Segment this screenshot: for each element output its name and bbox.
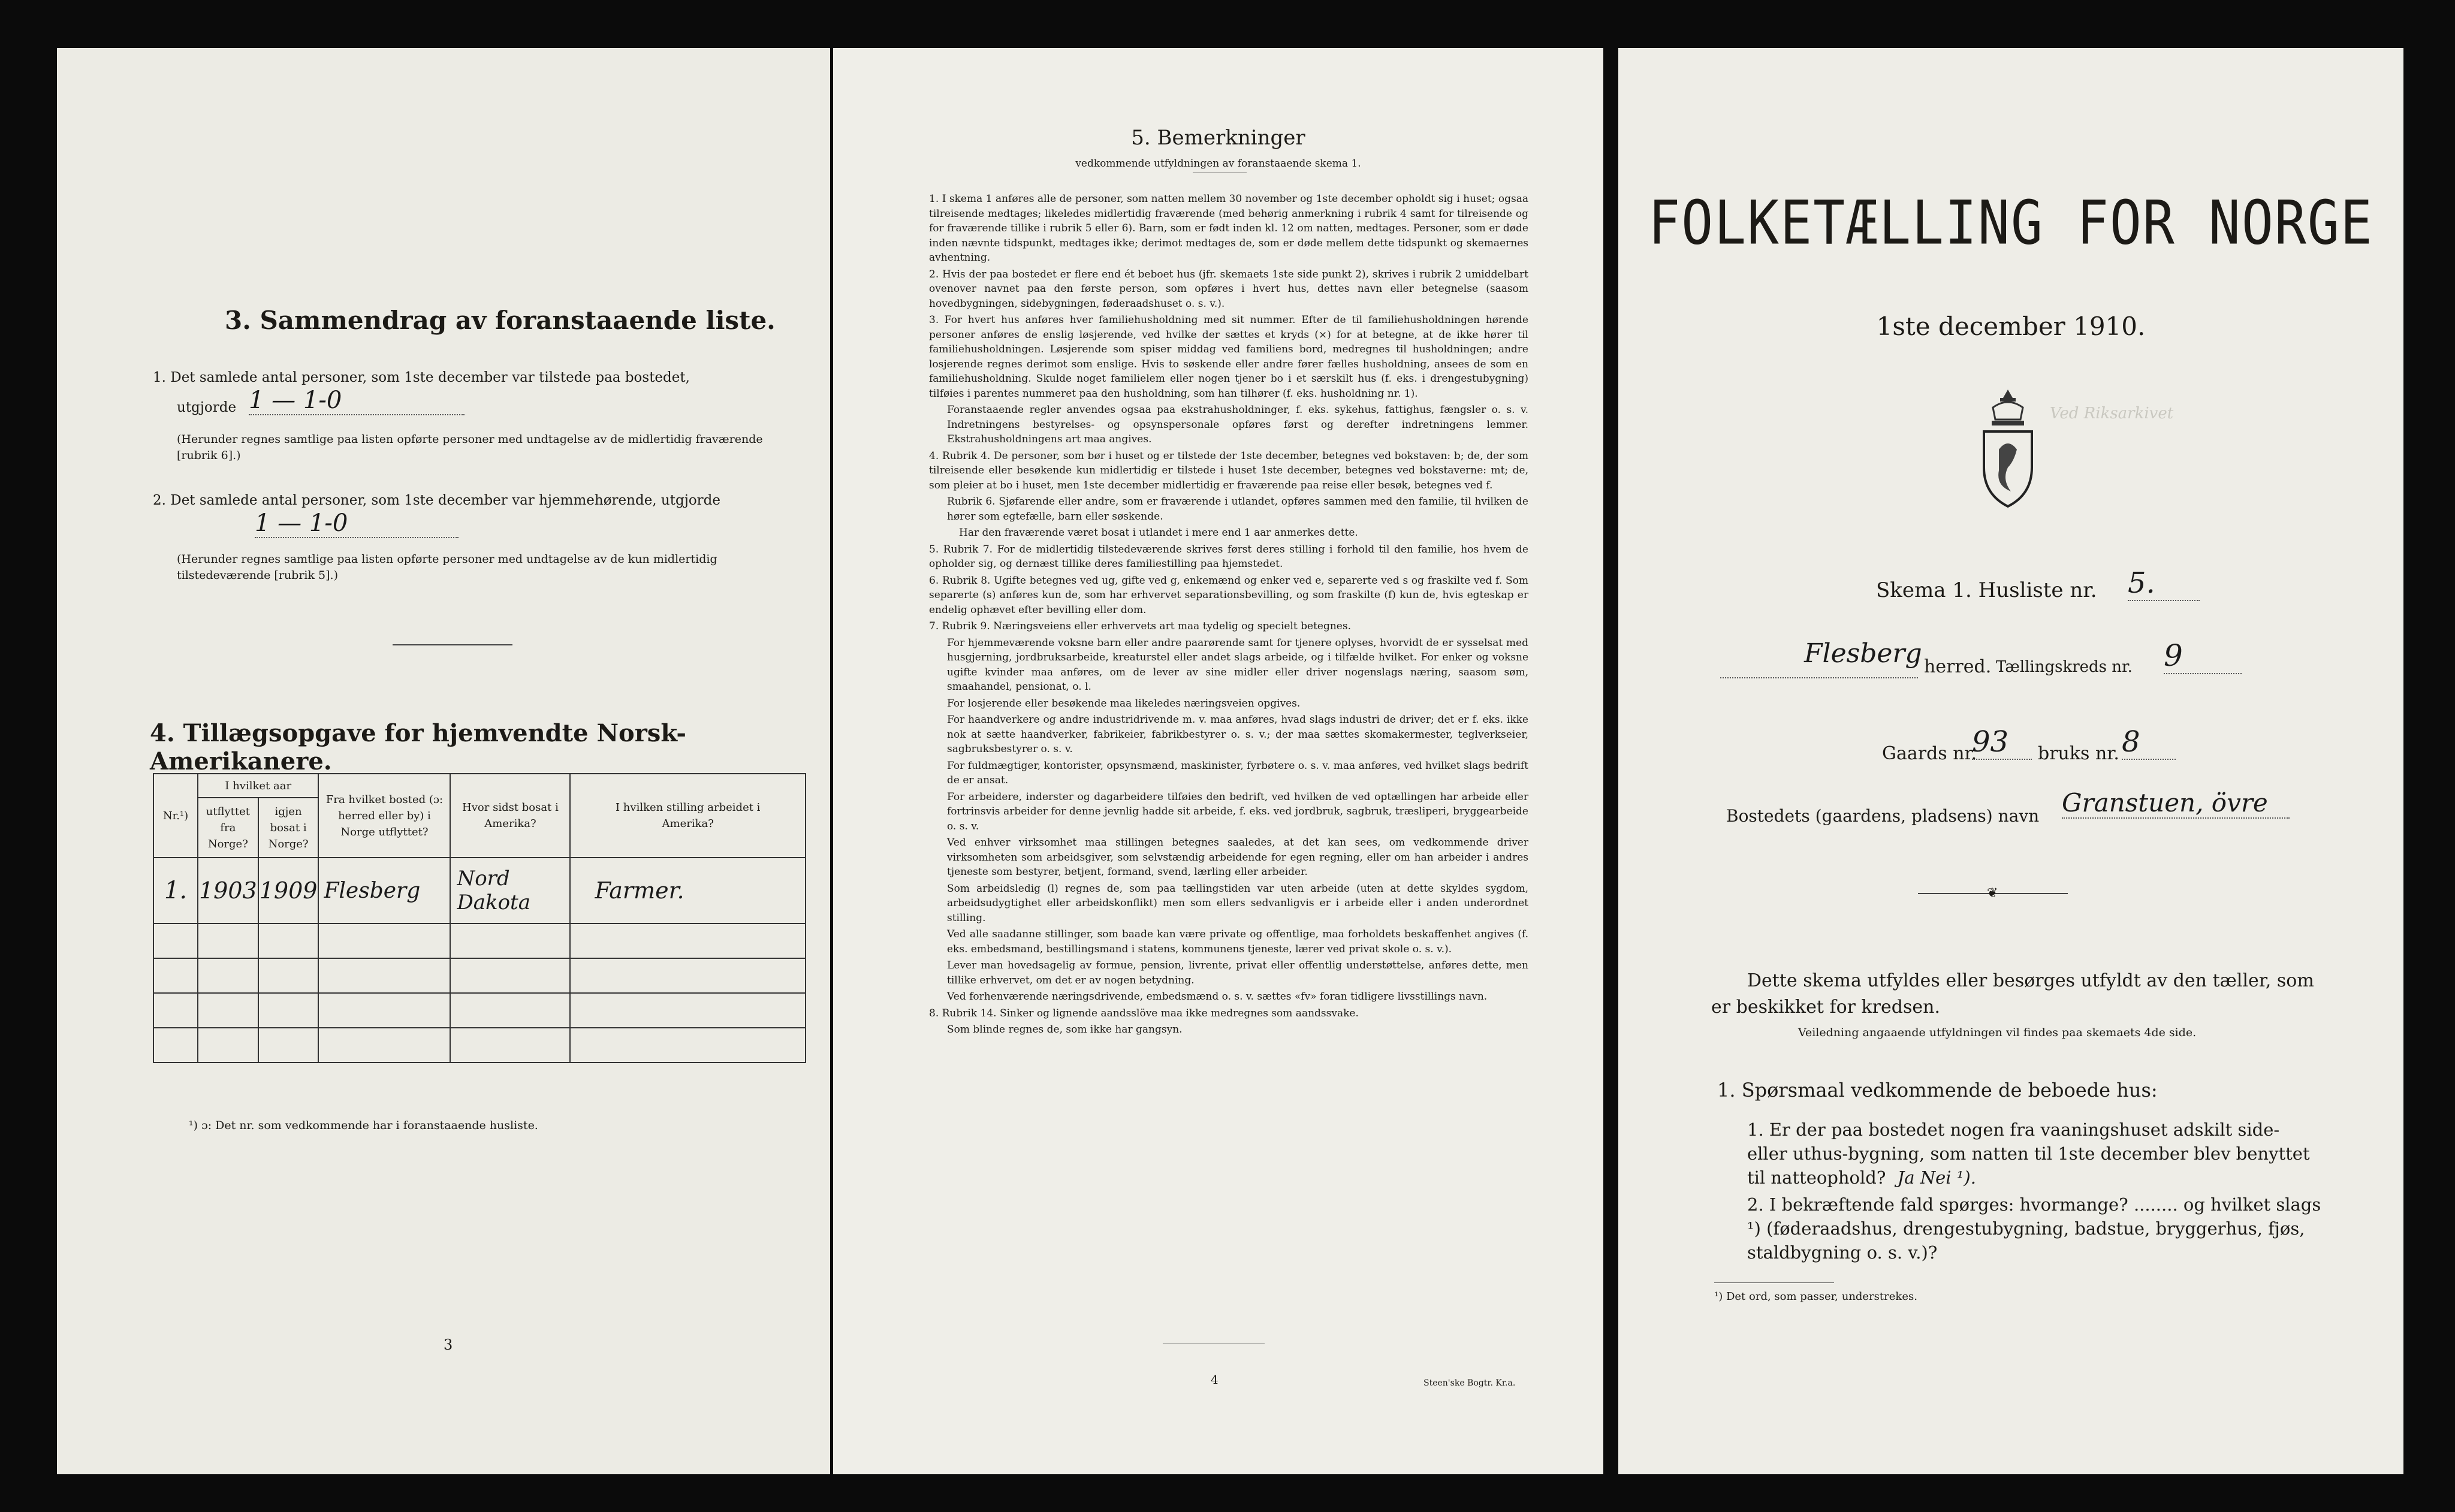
col-nr: Nr.¹): [153, 774, 198, 858]
watermark: Ved Riksarkivet: [2050, 405, 2174, 422]
item2-note: (Herunder regnes samtlige paa listen opførte personer med undtagelse av de kun midlertidig tilstedeværende [rubrik 5].): [177, 553, 717, 582]
gaards-value: 93: [1972, 725, 2032, 760]
col-fra: Fra hvilket bosted (ɔ: herred eller by) i Norge utflyttet?: [318, 774, 450, 858]
ornament-icon: ❦: [1987, 886, 1998, 901]
question-1-answer: Ja Nei ¹).: [1897, 1167, 1976, 1188]
remark-paragraph: Som blinde regnes de, som ikke har gangsyn.: [947, 1024, 1183, 1036]
remark-paragraph: Som arbeidsledig (l) regnes de, som paa tællingstiden var uten arbeide (uten at dette skyldes sygdom, arbeidsudygtighet eller arbeidskonflikt) men som ellers sedvanligvis er i arbeide eller i anden underordnet stilling.: [947, 882, 1528, 924]
remark-paragraph: Lever man hovedsagelig av formue, pension, livrente, privat eller offentlig understøttelse, anføres dette, men tillike erhvervet, om det er av nogen betydning.: [947, 959, 1528, 986]
item1-note: (Herunder regnes samtlige paa listen opførte personer med undtagelse av de midlertidig fraværende [rubrik 6].): [177, 433, 763, 462]
bruks-label: bruks nr.: [2038, 743, 2119, 764]
main-title: FOLKETÆLLING FOR NORGE: [1648, 187, 2373, 258]
table-row: [153, 1028, 806, 1063]
col-igjen: igjen bosat i Norge?: [258, 798, 319, 858]
remark-paragraph: For hjemmeværende voksne barn eller andre paarørende samt for tjenere oplyses, hvorvidt de er sysselsat med husgjerning, jordbruksarbeide, kreaturstel eller andet slags arbeide, og i tilfælde hvilket. For enker og voksne ugifte kvinder maa anføres, om de lever av sine midler eller driver nogenslags næring, saasom søm, smaahandel, pensionat, o. l.: [947, 636, 1528, 693]
remark-paragraph: 1. I skema 1 anføres alle de personer, som natten mellem 30 november og 1ste december opholdt sig i huset; ogsaa tilreisende medtages; likeledes midlertidig fraværende (med behørig anmerkning i rubrik 4 samt for tilreisende og for fraværende tillike i rubrik 5 eller 6). Barn, som er født inden kl. 12 om natten, medtages. Personer, som er døde inden nævnte tidspunkt, medtages ikke; derimot medtages de, som er døde mellem dette tidspunkt og skemaernes avhentning.: [929, 193, 1528, 264]
remark-paragraph: For fuldmægtiger, kontorister, opsynsmænd, maskinister, fyrbøtere o. s. v. maa anføres, ved hvilket slags bedrift de er ansat.: [947, 759, 1528, 786]
question-1: [1747, 1118, 2323, 1190]
kreds-label: Tællingskreds nr.: [1996, 658, 2133, 676]
remark-paragraph: 2. Hvis der paa bostedet er flere end ét beboet hus (jfr. skemaets 1ste side punkt 2), skrives i rubrik 2 umiddelbart ovenover navnet paa den første person, som opføres i hvert hus, dettes navn eller betegnelse (saasom hovedbygningen, sidebygningen, føderaadshuset o. s. v.).: [929, 268, 1528, 310]
remark-paragraph: Ved alle saadanne stillinger, som baade kan være private og offentlige, maa forholdets beskaffenhet angives (f. eks. embedsmand, bestillingsmand i statens, kommunens tjeneste, lærer ved privat skole o. s. v.).: [947, 928, 1528, 955]
page-number: 4: [1211, 1372, 1219, 1387]
remark-paragraph: For losjerende eller besøkende maa likeledes næringsveien opgives.: [947, 697, 1301, 710]
remark-paragraph: 3. For hvert hus anføres hver familiehusholdning med sit nummer. Efter de til familiehusholdningen hørende personer anføres de enslig løsjerende, ved hvilke der sættes et kryds (×) for at betegne, at de ikke hører til familiehusholdningen. Løsjerende som spiser middag ved familiens bord, medregnes til husholdningen; andre losjerende regnes derimot som enslige. Hvis to søskende eller andre fører fælles husholdning, ansees de som en familiehusholdning. Skulde noget familielem eller nogen tjener bo i et særskilt hus (f. eks. i drengestubygning) tilføies i parentes nummeret paa den husholdning, som han tilhører (f. eks. husholdning nr. 1).: [929, 314, 1528, 400]
remark-paragraph: Har den fraværende været bosat i utlandet i mere end 1 aar anmerkes dette.: [959, 527, 1358, 539]
col-group: I hvilket aar: [198, 774, 318, 798]
remark-paragraph: 5. Rubrik 7. For de midlertidig tilstedeværende skrives først deres stilling i forhold til den familie, hos hvem de opholder sig, og dernæst tillike deres familiestilling paa hjemstedet.: [929, 543, 1528, 570]
item2-text: 2. Det samlede antal personer, som 1ste december var hjemmehørende, utgjorde: [153, 493, 721, 508]
section3-title: 3. Sammendrag av foranstaaende liste.: [225, 306, 776, 335]
bemerkninger-title: 5. Bemerkninger: [1131, 126, 1305, 150]
norsk-amerikanere-table: [153, 773, 806, 1063]
divider: [1714, 1282, 1834, 1283]
item2-value: 1 — 1-0: [255, 509, 459, 538]
skema-label: Skema 1. Husliste nr.: [1876, 578, 2097, 602]
coat-of-arms-icon: [1975, 384, 2041, 515]
footnote: ¹) ɔ: Det nr. som vedkommende har i foranstaaende husliste.: [189, 1119, 538, 1132]
question-1-text: 1. Er der paa bostedet nogen fra vaaningshuset adskilt side- eller uthus-bygning, som natten til 1ste december blev benyttet til natteophold?: [1747, 1119, 2310, 1188]
census-date: 1ste december 1910.: [1876, 312, 2146, 341]
husliste-number: 5.: [2128, 566, 2200, 601]
printer-mark: Steen'ske Bogtr. Kr.a.: [1423, 1378, 1516, 1388]
section4-title: 4. Tillægsopgave for hjemvendte Norsk-Amerikanere.: [150, 719, 687, 775]
remark-paragraph: Rubrik 6. Sjøfarende eller andre, som er fraværende i utlandet, opføres sammen med den familie, til hvilken de hører som egtefælle, barn eller søskende.: [947, 496, 1528, 523]
remark-paragraph: Ved enhver virksomhet maa stillingen betegnes saaledes, at det kan sees, om vedkommende driver virksomheten som arbeidsgiver, som selvstændig arbeidende for egen regning, eller om han arbeider i andres tjeneste som bestyrer, betjent, formand, svend, lærling eller arbeider.: [947, 837, 1528, 878]
bemerkninger-subtitle: vedkommende utfyldningen av foranstaaende skema 1.: [1075, 158, 1361, 170]
kreds-value: 9: [2164, 638, 2242, 674]
question-heading: 1. Spørsmaal vedkommende de beboede hus:: [1717, 1079, 2158, 1101]
item1-text: 1. Det samlede antal personer, som 1ste december var tilstede paa bostedet,: [153, 370, 690, 385]
herred-label: herred.: [1924, 656, 1992, 677]
remark-paragraph: 4. Rubrik 4. De personer, som bør i huset og er tilstede der 1ste december, betegnes ved bokstaven: b; de, der som tilreisende eller besøkende kun midlertidig er tilstede i huset 1ste december, betegnes ved bokstaverne: mt; de, som pleier at bo i huset, men 1ste december midlertidig er fraværende paa reise eller besøk, betegnes ved f.: [929, 449, 1528, 491]
remark-paragraph: 8. Rubrik 14. Sinker og lignende aandsslöve maa ikke medregnes som aandssvake.: [929, 1007, 1359, 1019]
gaards-label: Gaards nr.: [1882, 743, 1977, 764]
remark-paragraph: Ved forhenværende næringsdrivende, embedsmænd o. s. v. sættes «fv» foran tidligere livsstillings navn.: [947, 991, 1488, 1003]
divider: [393, 644, 512, 645]
col-utflyttet: utflyttet fra Norge?: [198, 798, 258, 858]
instruction-text: Dette skema utfyldes eller besørges utfyldt av den tæller, som er beskikket for kredsen.: [1711, 970, 2314, 1018]
cell-stilling: Farmer.: [570, 858, 806, 924]
col-stilling: I hvilken stilling arbeidet i Amerika?: [570, 774, 806, 858]
page-4: [833, 48, 1603, 1474]
table-row: [153, 993, 806, 1028]
remark-paragraph: For haandverkere og andre industridrivende m. v. maa anføres, hvad slags industri de driver; det er f. eks. ikke nok at sætte haandverker, fabrikeier, fabrikbestyrer o. s. v.; der maa sættes skomakermester, teglverkseier, sagbruksbestyrer o. s. v.: [947, 714, 1528, 755]
bosted-label: Bostedets (gaardens, pladsens) navn: [1726, 806, 2040, 826]
bruks-value: 8: [2122, 725, 2176, 760]
remark-paragraph: 6. Rubrik 8. Ugifte betegnes ved ug, gifte ved g, enkemænd og enker ved e, separerte ved s og fraskilte ved f. Som separerte (s) anføres kun de, som har erhvervet separationsbevilling, og som fraskilte (f) kun de, hvis egteskap er endelig ophævet efter bevilling eller dom.: [929, 574, 1528, 616]
remark-paragraph: Foranstaaende regler anvendes ogsaa paa ekstrahusholdninger, f. eks. sykehus, fattighus, fængsler o. s. v. Indretningens bestyrelses- og opsynspersonale opføres først og derefter indretningens lemmer. Ekstrahusholdningens art maa angives.: [947, 404, 1528, 445]
herred-value: Flesberg: [1804, 638, 1922, 669]
question-2: 2. I bekræftende fald spørges: hvormange? ........ og hvilket slags ¹) (føderaadshus, drengestubygning, badstue, bryggerhus, fjøs, staldbygning o. s. v.)?: [1747, 1194, 2321, 1263]
remark-paragraph: For arbeidere, inderster og dagarbeidere tilføies den bedrift, ved hvilken de ved optællingen har arbeide eller fortrinsvis arbeider for denne jevnlig hadde sit arbeide, f. eks. ved jordbruk, sagbruk, træsliperi, bryggearbeide o. s. v.: [947, 790, 1528, 832]
cell-utflyttet: 1903: [198, 858, 258, 924]
page-3: [57, 48, 830, 1474]
page-number: 3: [444, 1336, 453, 1353]
item1-utgjorde: utgjorde: [177, 400, 237, 415]
cell-hvor: Nord Dakota: [450, 858, 570, 924]
cell-nr: 1.: [153, 858, 198, 924]
page1-footnote: ¹) Det ord, som passer, understrekes.: [1714, 1290, 1917, 1303]
table-row: [153, 924, 806, 958]
cell-igjen: 1909: [258, 858, 319, 924]
remark-paragraph: 7. Rubrik 9. Næringsveiens eller erhvervets art maa tydelig og specielt betegnes.: [929, 620, 1351, 632]
remarks-list: [929, 192, 1528, 1039]
page-1: [1618, 48, 2403, 1474]
cell-fra: Flesberg: [318, 858, 450, 924]
table-row: [153, 858, 806, 924]
instruction-small: Veiledning angaaende utfyldningen vil findes paa skemaets 4de side.: [1798, 1026, 2197, 1039]
item1-value: 1 — 1-0: [249, 387, 465, 415]
table-row: [153, 958, 806, 993]
col-hvor: Hvor sidst bosat i Amerika?: [450, 774, 570, 858]
bosted-value: Granstuen, övre: [2062, 788, 2290, 819]
